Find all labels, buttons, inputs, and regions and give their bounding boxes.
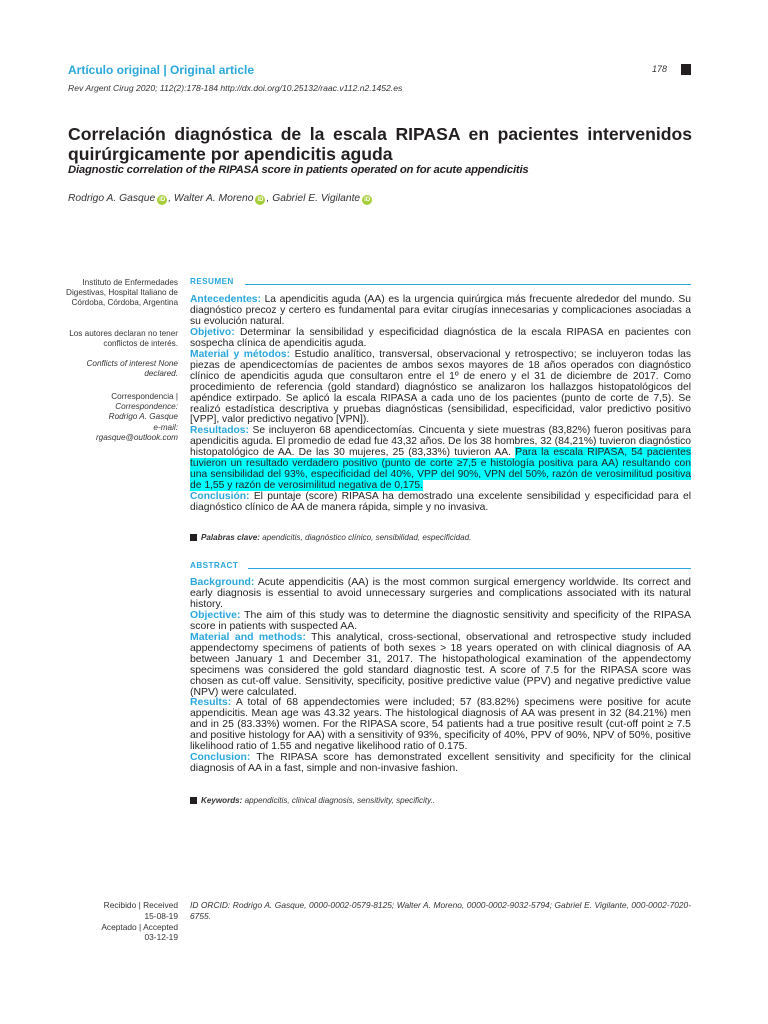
correspondence-label: Correspondencia | [111,392,178,401]
email-label: e-mail: [153,422,178,432]
metodos-paragraph [190,350,691,427]
bullet-square-icon [190,797,197,804]
article-subtitle: Diagnostic correlation of the RIPASA score in patients operated on for acute appendicitis [68,164,529,176]
correspondence-name: Rodrigo A. Gasque [108,412,178,422]
metodos-text: Estudio analítico, transversal, observacional y retrospectivo; se incluyeron todas las piezas de apendicectomías de pacientes de ambos sexos mayores de 18 años operados con diagnóstico clínico de apendicitis aguda que consultaron entre el 1º de enero y el 31 de diciembre de 2017. Como procedimiento de referencia (gold standard) diagnóstico se analizaron los hallazgos histopatológicos del apéndice extirpado. Se aplicó la escala RIPASA a cada uno de los pacientes (punto de corte de 7,5). Se realizó estadística descriptiva y pruebas diagnósticas (sensibilidad, especificidad, valor predictivo positivo [VPP], valor predictivo negativo [VPN]). [190,348,691,426]
orcid-icon[interactable]: iD [159,197,166,203]
conflicts-statement-en: Conflicts of interest None declared. [86,359,178,379]
palabras-clave [190,533,471,542]
palabras-clave-label: Palabras clave: [201,533,260,542]
conclusion-label: Conclusión: [190,491,250,503]
bullet-square-icon [190,534,197,541]
results-paragraph [190,698,691,753]
institution-affiliation: Instituto de Enfermedades Digestivas, Hospital Italiano de Córdoba, Córdoba, Argentina [66,278,178,308]
received-accepted-dates [58,900,178,943]
resultados-text: Se incluyeron 68 apendicectomías. Cincuenta y siete muestras (83,82%) fueron positivas para apendicitis aguda. El promedio de edad fue 43,32 años. De los 38 hombres, 32 (84,21%) tuvieron diagnóstico histopatológico de AA. De las 30 mujeres, 25 (83,33%) tuvieron AA. [190,425,691,459]
orcid-ids: ID ORCID: Rodrigo A. Gasque, 0000-0002-0579-8125; Walter A. Moreno, 0000-0002-9032-5794; Gabriel E. Vigilante, 000-0002-7020-6755. [190,900,691,921]
article-title: Correlación diagnóstica de la escala RIPASA en pacientes intervenidos quirúrgicamente por apendicitis aguda [68,124,692,164]
received-date: 15-08-19 [144,910,178,921]
resumen-body [190,295,691,514]
correspondence-email[interactable]: rgasque@outlook.com [95,432,178,442]
resultados-paragraph [190,426,691,492]
objetivo-paragraph [190,328,691,350]
orcid-icon[interactable]: iD [257,197,264,203]
abstract-body [190,578,691,775]
objetivo-text: Determinar la sensibilidad y especificidad diagnóstica de la escala RIPASA en pacientes con sospecha clínica de apendicitis aguda. [190,326,691,349]
objective-label: Objective: [190,609,241,621]
objective-text: The aim of this study was to determine the diagnostic sensitivity and specificity of the RIPASA score in patients with suspected AA. [190,609,691,632]
author-name: , Gabriel E. Vigilante [266,193,361,204]
page-marker-square [681,64,691,75]
resumen-heading: RESUMEN [190,277,234,286]
abstract-heading: ABSTRACT [190,561,239,570]
background-label: Background: [190,577,255,588]
correspondence-block [58,392,178,443]
author-name: , Walter A. Moreno [168,193,254,204]
conflicts-statement-es: Los autores declaran no tener conflictos de interés. [69,329,178,349]
conclusion-text: El puntaje (score) RIPASA ha demostrado una excelente sensibilidad y especificidad para el diagnóstico clínico de AA de manera rápida, simple y no invasiva. [190,491,691,514]
correspondence-label-en: Correspondence: [115,402,178,412]
page-number: 178 [652,64,668,74]
metodos-label: Material y métodos: [190,348,291,360]
keywords [190,796,435,805]
conclusion-en-text: The RIPASA score has demonstrated excellent sensitivity and specificity for the clinical diagnosis of AA in a fast, simple and non-invasive fashion. [190,752,691,775]
accepted-date: 03-12-19 [144,932,178,943]
palabras-clave-text: apendicitis, diagnóstico clínico, sensibilidad, especificidad. [262,533,472,542]
conclusion-paragraph [190,492,691,514]
article-type-kicker: Artículo original | Original article [68,63,255,77]
objetivo-label: Objetivo: [190,326,235,338]
author-list [68,193,373,205]
journal-reference[interactable]: Rev Argent Cirug 2020; 112(2):178-184 http://dx.doi.org/10.25132/raac.v112.n2.1452.es [68,83,403,93]
results-text: A total of 68 appendectomies were included; 57 (83.82%) specimens were positive for acute appendicitis. Mean age was 43.32 years. The histological diagnosis of AA was present in 32 (84.21%) men and in 25 (83.33%) women. For the RIPASA score, 54 patients had a true positive result (cut-off point ≥ 7.5 and positive histology for AA) with a sensitivity of 93%, specificity of 40%, PPV of 90%, NPV of 50%, positive likelihood ratio of 1.55 and negative likelihood ratio of 0.175. [190,697,691,753]
background-paragraph [190,578,691,611]
methods-label: Material and methods: [190,631,306,643]
abstract-rule [248,568,691,569]
orcid-icon[interactable]: iD [364,197,371,203]
conclusion-en-paragraph [190,753,691,775]
resultados-label: Resultados: [190,425,249,437]
keywords-label: Keywords: [201,796,243,805]
keywords-text: appendicitis, clinical diagnosis, sensitivity, specificity.. [244,796,436,805]
methods-text: This analytical, cross-sectional, observational and retrospective study included appendectomy specimens of patients of both sexes > 18 years operated on with clinical diagnosis of AA between January 1 and December 31, 2017. The histopathological examination of the appendectomy specimens was considered the gold standard diagnostic test. A score of 7.5 for the RIPASA score was chosen as cut-off value. Sensitivity, specificity, positive predictive value (PPV) and negative predictive value (NPV) were calculated. [190,631,691,698]
author-name: Rodrigo A. Gasque [68,193,156,204]
antecedentes-paragraph [190,295,691,328]
conclusion-en-label: Conclusion: [190,752,251,764]
antecedentes-text: La apendicitis aguda (AA) es la urgencia quirúrgica más frecuente alrededor del mundo. Su diagnóstico precoz y certero es fundamental para evitar cirugías innecesarias y complicaciones asociadas a su evolución natural. [190,294,691,327]
objective-paragraph [190,611,691,633]
results-label: Results: [190,697,232,709]
methods-paragraph [190,633,691,699]
antecedentes-label: Antecedentes: [190,294,261,305]
received-label: Recibido | Received [103,900,178,910]
background-text: Acute appendicitis (AA) is the most common surgical emergency worldwide. Its correct and early diagnosis is essential to avoid unnecessary surgeries and complications associated with its natural history. [190,577,691,610]
accepted-label: Aceptado | Accepted [101,921,178,932]
resultados-highlight[interactable]: Para la escala RIPASA, 54 pacientes tuvieron un resultado verdadero positivo (punto de corte ≥7,5 e histología positiva para AA) resultando con una sensibilidad del 93%, especificidad del 40%, VPP del 90%, VPN del 50%, razón de verosimilitud positiva de 1,55 y razón de verosimilitud negativa de 0,175. [190,447,691,492]
resumen-rule [245,284,691,285]
